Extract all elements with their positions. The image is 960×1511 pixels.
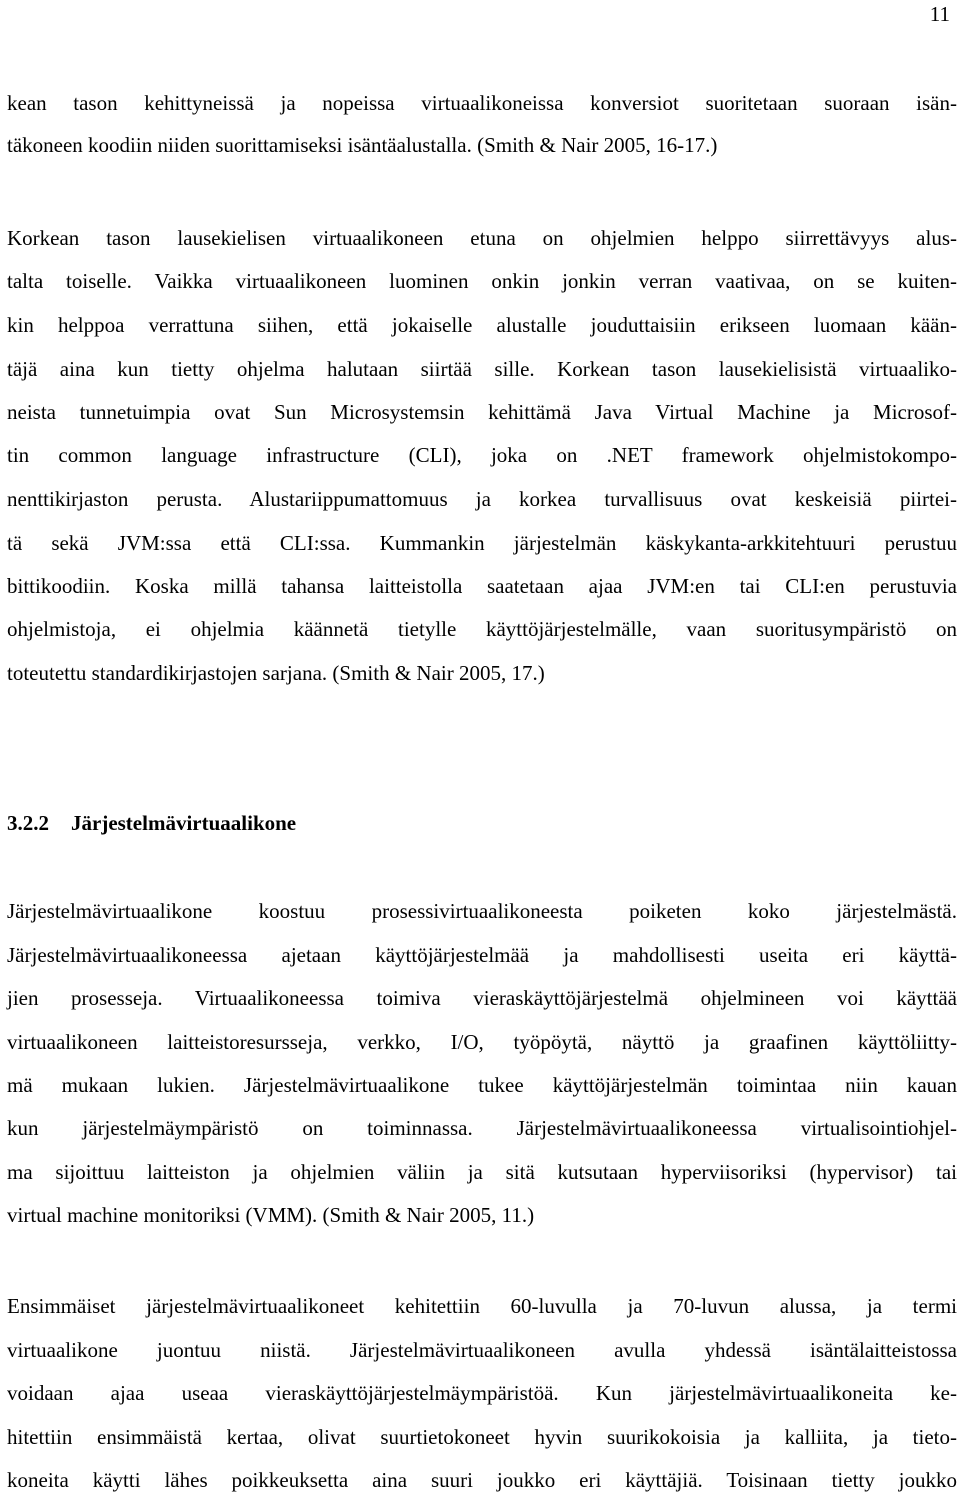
text-line: toteutettu standardikirjastojen sarjana. (Smith & Nair 2005, 17.) [7,661,545,685]
text-line: täjä aina kun tietty ohjelma halutaan siirtää sille. Korkean tason lausekielisistä virtuaaliko- [7,357,957,381]
text-line: talta toiselle. Vaikka virtuaalikoneen luominen onkin jonkin verran vaativaa, on se kuiten- [7,269,957,293]
text-line: hitettiin ensimmäistä kertaa, olivat suurtietokoneet hyvin suurikokoisia ja kalliita, ja tieto- [7,1425,957,1449]
text-line: virtuaalikone juontuu niistä. Järjestelmävirtuaalikoneen avulla yhdessä isäntälaitteistossa [7,1338,957,1362]
section-number: 3.2.2 [7,811,49,835]
text-line: Ensimmäiset järjestelmävirtuaalikoneet kehitettiin 60-luvulla ja 70-luvun alussa, ja termi [7,1294,957,1318]
text-line: koneita käytti lähes poikkeuksetta aina suuri joukko eri käyttäjiä. Toisinaan tietty joukko [7,1468,957,1492]
text-line: tin common language infrastructure (CLI), joka on .NET framework ohjelmistokompo- [7,443,957,467]
text-line: Järjestelmävirtuaalikoneessa ajetaan käyttöjärjestelmää ja mahdollisesti useita eri käyttä- [7,943,957,967]
text-line: Järjestelmävirtuaalikone koostuu prosessivirtuaalikoneesta poiketen koko järjestelmästä. [7,899,957,923]
text-line: voidaan ajaa useaa vieraskäyttöjärjestelmäympäristöä. Kun järjestelmävirtuaalikoneita ke- [7,1381,957,1405]
text-line: virtuaalikoneen laitteistoresursseja, verkko, I/O, työpöytä, näyttö ja graafinen käyttöliitty- [7,1030,957,1054]
text-line: jien prosesseja. Virtuaalikoneessa toimiva vieraskäyttöjärjestelmä ohjelmineen voi käyttää [7,986,957,1010]
text-line: kean tason kehittyneissä ja nopeissa virtuaalikoneissa konversiot suoritetaan suoraan isän- [7,91,957,115]
text-line: ma sijoittuu laitteiston ja ohjelmien väliin ja sitä kutsutaan hyperviisoriksi (hypervisor) tai [7,1160,957,1184]
text-line: Korkean tason lausekielisen virtuaalikoneen etuna on ohjelmien helppo siirrettävyys alus- [7,226,957,250]
text-line: neista tunnetuimpia ovat Sun Microsystemsin kehittämä Java Virtual Machine ja Microsof- [7,400,957,424]
text-line: täkoneen koodiin niiden suorittamiseksi isäntäalustalla. (Smith & Nair 2005, 16-17.) [7,133,718,157]
text-line: mä mukaan lukien. Järjestelmävirtuaalikone tukee käyttöjärjestelmän toimintaa niin kauan [7,1073,957,1097]
text-line: nenttikirjaston perusta. Alustariippumattomuus ja korkea turvallisuus ovat keskeisiä piirtei- [7,487,957,511]
text-line: tä sekä JVM:ssa että CLI:ssa. Kummankin järjestelmän käskykanta-arkkitehtuuri perustuu [7,531,957,555]
text-line: bittikoodiin. Koska millä tahansa laitteistolla saatetaan ajaa JVM:en tai CLI:en perustuvia [7,574,957,598]
section-heading [7,808,296,838]
text-line: kin helppoa verrattuna siihen, että jokaiselle alustalle jouduttaisiin erikseen luomaan kään- [7,313,957,337]
text-line: virtual machine monitoriksi (VMM). (Smith & Nair 2005, 11.) [7,1203,535,1227]
page-number: 11 [929,2,950,26]
section-title: Järjestelmävirtuaalikone [71,811,297,835]
text-line: kun järjestelmäympäristö on toiminnassa. Järjestelmävirtuaalikoneessa virtualisointiohjel- [7,1116,957,1140]
text-line: ohjelmistoja, ei ohjelmia käännetä tietylle käyttöjärjestelmälle, vaan suoritusympäristö on [7,617,957,641]
